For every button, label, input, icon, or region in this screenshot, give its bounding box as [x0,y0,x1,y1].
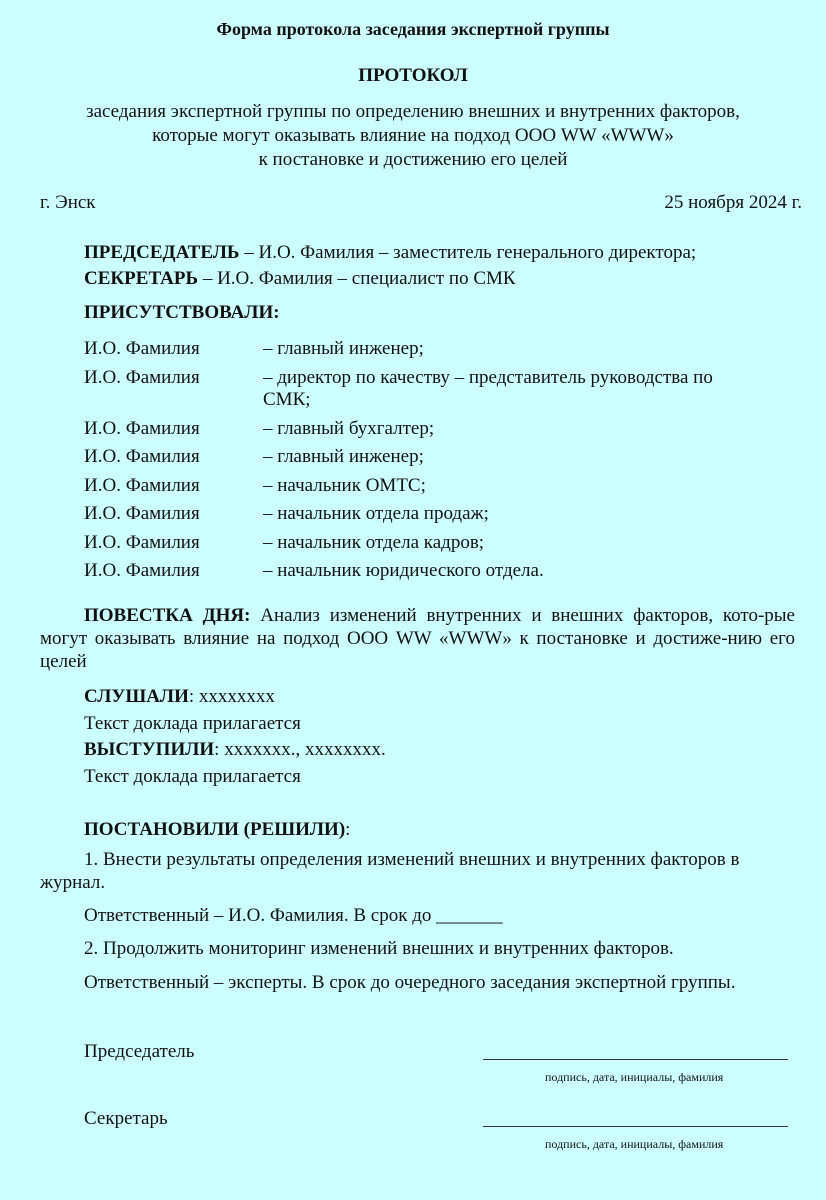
attendee-name: И.О. Фамилия [84,532,200,553]
chair-signature-caption: подпись, дата, инициалы, фамилия [545,1070,724,1084]
secretary-signature-line [483,1126,788,1127]
chair-line [84,242,696,264]
chair-text: – И.О. Фамилия – заместитель генерального директора; [239,242,697,263]
secretary-label: СЕКРЕТАРЬ [84,268,199,289]
protocol-subtitle [0,100,826,172]
resolution-item-1: 1. Внести результаты определения изменений внешних и внутренних факторов в журнал. [40,849,740,893]
attendee-name: И.О. Фамилия [84,446,200,467]
chair-signature-role: Председатель [84,1041,195,1062]
city: г. Энск [40,192,96,213]
meeting-date: 25 ноября 2024 г. [664,192,802,213]
attendee-role: – начальник отдела кадров; [263,532,485,553]
heard-label: СЛУШАЛИ [84,686,189,707]
attendee-role: – начальник ОМТС; [263,475,426,496]
attendee-role: – главный инженер; [263,446,424,467]
heard-line [84,686,275,708]
agenda-label: ПОВЕСТКА ДНЯ: [84,605,251,626]
subtitle-line: которые могут оказывать влияние на подход ООО WW «WWW» [152,125,674,146]
resolution-item-1-responsible: Ответственный – И.О. Фамилия. В срок до _______ [84,905,503,926]
protocol-title: ПРОТОКОЛ [358,65,468,86]
resolved-heading: ПОСТАНОВИЛИ (РЕШИЛИ) [84,819,346,840]
resolution-item-2-responsible: Ответственный – эксперты. В срок до очередного заседания экспертной группы. [84,972,736,993]
attendees-heading: ПРИСУТСТВОВАЛИ: [84,302,280,323]
attendee-name: И.О. Фамилия [84,367,200,388]
secretary-signature-caption: подпись, дата, инициалы, фамилия [545,1137,724,1151]
heard-value: : xxxxxxxx [188,686,275,707]
subtitle-line: заседания экспертной группы по определению внешних и внутренних факторов, [86,101,740,122]
subtitle-line: к постановке и достижению его целей [258,149,568,170]
attendee-name: И.О. Фамилия [84,338,200,359]
resolved-heading-line [84,819,350,841]
attendee-name: И.О. Фамилия [84,503,200,524]
chair-signature-line [483,1059,788,1060]
secretary-signature-role: Секретарь [84,1108,168,1129]
attendee-role: – главный бухгалтер; [263,418,435,439]
attendee-name: И.О. Фамилия [84,418,200,439]
form-title: Форма протокола заседания экспертной группы [216,19,610,39]
attendee-role: – начальник юридического отдела. [263,560,544,581]
attendee-role: – директор по качеству – представитель руководства по СМК; [263,367,713,410]
agenda-paragraph [40,604,795,673]
spoke-line [84,739,386,761]
heard-note: Текст доклада прилагается [84,713,301,734]
attendee-name: И.О. Фамилия [84,475,200,496]
agenda-text: Анализ изменений внутренних и внешних факторов, кото-рые могут оказывать влияние на подход ООО WW «WWW» к постановке и достиже-нию его целей [40,605,795,672]
secretary-text: – И.О. Фамилия – специалист по СМК [198,268,516,289]
spoke-note: Текст доклада прилагается [84,766,301,787]
resolution-item-2: 2. Продолжить мониторинг изменений внешних и внутренних факторов. [84,938,674,959]
chair-label: ПРЕДСЕДАТЕЛЬ [84,242,240,263]
spoke-value: : xxxxxxx., xxxxxxxx. [214,739,386,760]
spoke-label: ВЫСТУПИЛИ [84,739,215,760]
resolved-heading-suffix: : [345,819,351,840]
attendee-role: – начальник отдела продаж; [263,503,489,524]
secretary-line [84,268,516,290]
attendee-name: И.О. Фамилия [84,560,200,581]
attendee-role: – главный инженер; [263,338,424,359]
